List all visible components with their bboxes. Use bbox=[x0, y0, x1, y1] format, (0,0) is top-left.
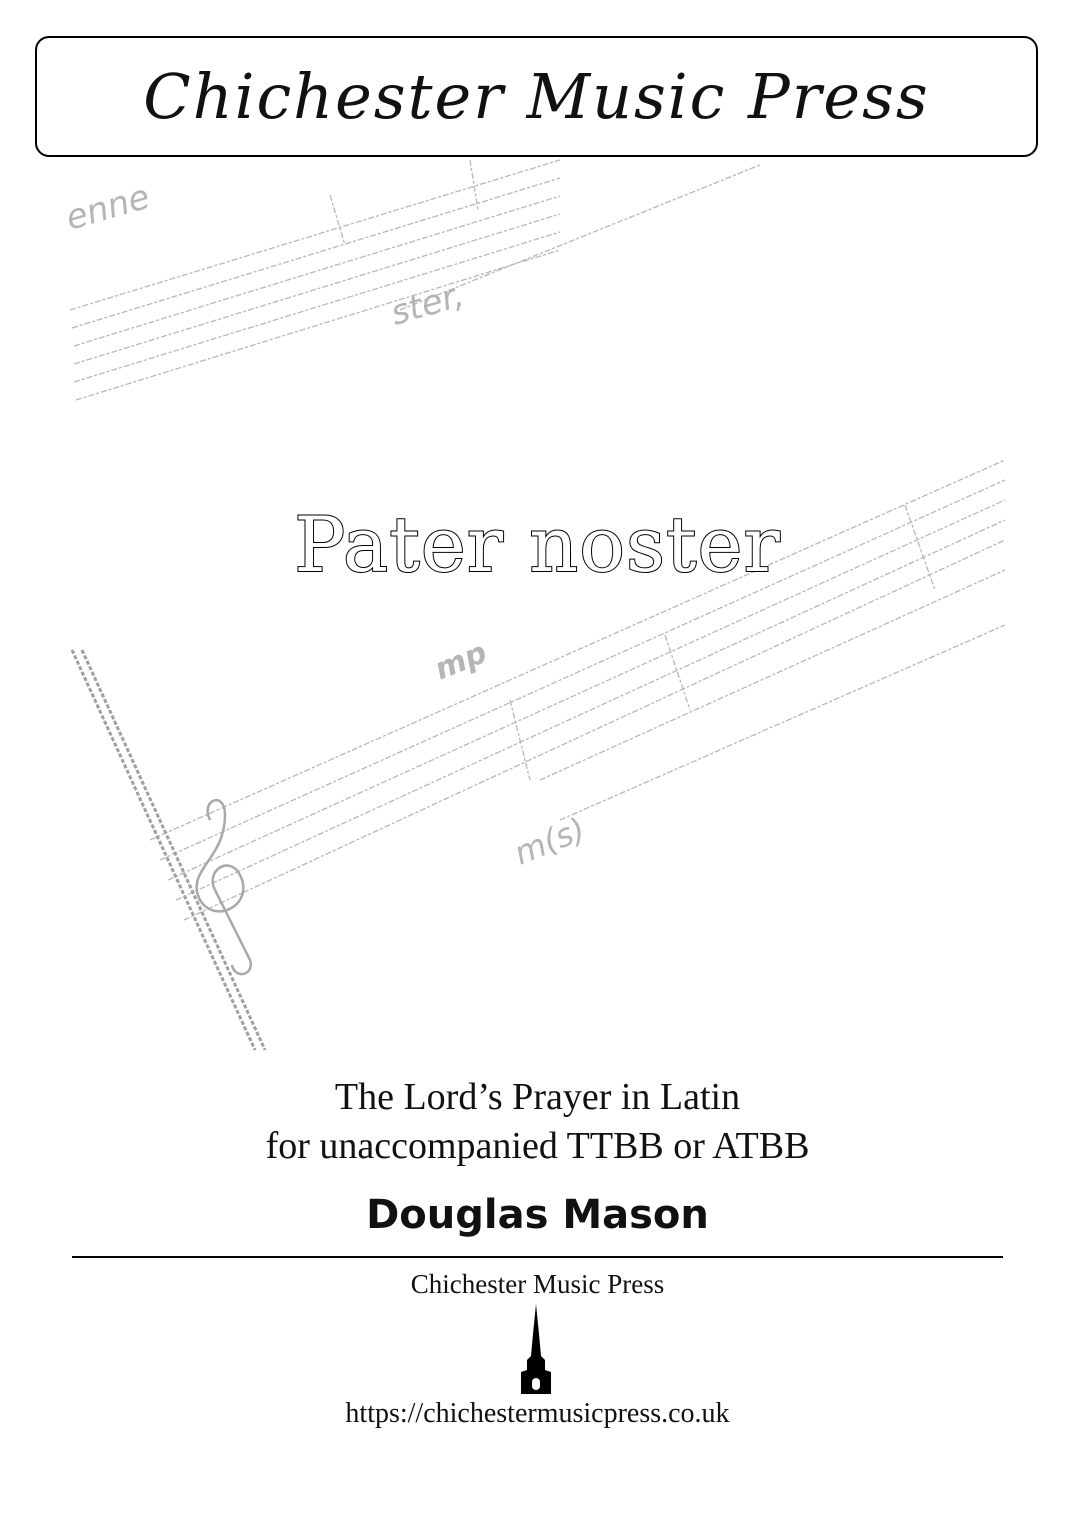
banner-title: Chichester Music Press bbox=[143, 60, 930, 133]
publisher-banner bbox=[35, 36, 1038, 157]
score-fragment-text: enne bbox=[61, 176, 155, 239]
composer-name: Douglas Mason bbox=[366, 1192, 709, 1238]
divider bbox=[72, 1256, 1003, 1258]
publisher-url[interactable]: https://chichestermusicpress.co.uk bbox=[345, 1398, 730, 1429]
subtitle-line-2: for unaccompanied TTBB or ATBB bbox=[265, 1125, 810, 1167]
score-fragment-text: ster, bbox=[386, 274, 469, 334]
publisher-name: Chichester Music Press bbox=[410, 1269, 665, 1299]
score-fragment-text: m(s) bbox=[508, 809, 591, 873]
page-title: Pater noster bbox=[294, 500, 781, 589]
subtitle-line-1: The Lord’s Prayer in Latin bbox=[334, 1076, 741, 1118]
cathedral-spire-icon bbox=[518, 1304, 554, 1398]
score-fragment-text: mp bbox=[429, 635, 492, 688]
